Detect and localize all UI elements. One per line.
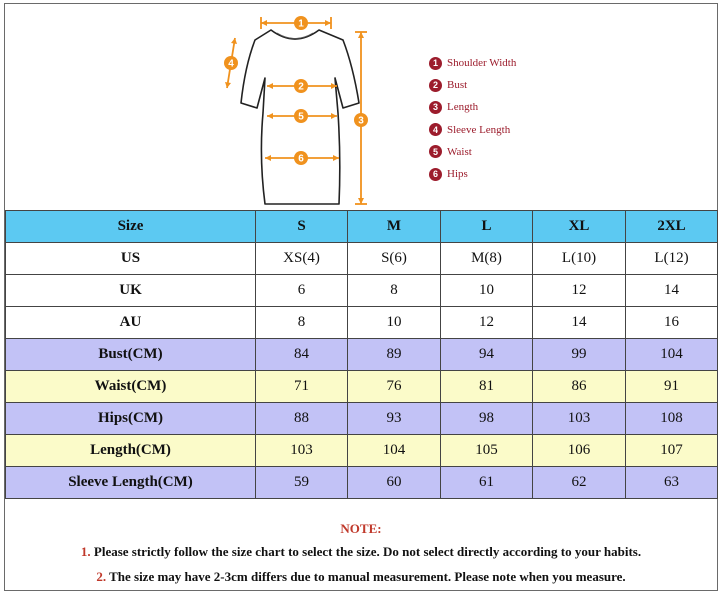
marker-5-icon bbox=[294, 109, 308, 123]
table-cell: 12 bbox=[533, 275, 626, 307]
marker-3-icon bbox=[354, 113, 368, 127]
table-cell: 8 bbox=[256, 307, 348, 339]
marker-1-icon bbox=[294, 16, 308, 30]
table-header-row bbox=[6, 211, 718, 243]
header-cell: M bbox=[348, 211, 441, 243]
marker-2-icon bbox=[294, 79, 308, 93]
table-cell: 103 bbox=[256, 435, 348, 467]
legend-number-icon: 3 bbox=[429, 101, 442, 114]
header-cell: Size bbox=[6, 211, 256, 243]
table-cell: 10 bbox=[348, 307, 441, 339]
table-cell: 89 bbox=[348, 339, 441, 371]
table-cell: 103 bbox=[533, 403, 626, 435]
row-label-cell: Waist(CM) bbox=[6, 371, 256, 403]
marker-4-label: 4 bbox=[228, 58, 234, 70]
table-cell: 81 bbox=[441, 371, 533, 403]
table-cell: 61 bbox=[441, 467, 533, 499]
table-cell: 91 bbox=[626, 371, 718, 403]
table-cell: L(12) bbox=[626, 243, 718, 275]
table-cell: 60 bbox=[348, 467, 441, 499]
dress-diagram bbox=[205, 8, 385, 210]
row-label-cell: Bust(CM) bbox=[6, 339, 256, 371]
marker-2-label: 2 bbox=[298, 81, 304, 93]
table-cell: 14 bbox=[533, 307, 626, 339]
legend-label: Length bbox=[447, 101, 479, 114]
table-row bbox=[6, 403, 718, 435]
table-cell: 107 bbox=[626, 435, 718, 467]
table-row bbox=[6, 275, 718, 307]
table-cell: 88 bbox=[256, 403, 348, 435]
legend-item bbox=[429, 119, 516, 141]
measurement-legend bbox=[429, 52, 516, 185]
table-row bbox=[6, 371, 718, 403]
legend-label: Waist bbox=[447, 145, 472, 158]
table-cell: 106 bbox=[533, 435, 626, 467]
marker-1-label: 1 bbox=[298, 18, 304, 30]
table-row bbox=[6, 243, 718, 275]
note-number: 2. bbox=[96, 569, 107, 584]
table-cell: 108 bbox=[626, 403, 718, 435]
table-cell: 104 bbox=[626, 339, 718, 371]
header-cell: S bbox=[256, 211, 348, 243]
note-number: 1. bbox=[80, 544, 91, 559]
row-label-cell: UK bbox=[6, 275, 256, 307]
measurement-illustration bbox=[5, 4, 717, 212]
table-cell: 14 bbox=[626, 275, 718, 307]
table-cell: 93 bbox=[348, 403, 441, 435]
note-line bbox=[5, 539, 717, 564]
header-cell: 2XL bbox=[626, 211, 718, 243]
legend-item bbox=[429, 163, 516, 185]
table-cell: S(6) bbox=[348, 243, 441, 275]
table-cell: 16 bbox=[626, 307, 718, 339]
table-cell: 6 bbox=[256, 275, 348, 307]
table-cell: 12 bbox=[441, 307, 533, 339]
row-label-cell: US bbox=[6, 243, 256, 275]
note-line bbox=[5, 564, 717, 589]
marker-6-label: 6 bbox=[298, 153, 304, 165]
table-cell: 62 bbox=[533, 467, 626, 499]
note-text: Please strictly follow the size chart to select the size. Do not select directly according to your habits. bbox=[90, 544, 642, 559]
table-row bbox=[6, 307, 718, 339]
table-cell: 94 bbox=[441, 339, 533, 371]
table-row bbox=[6, 339, 718, 371]
table-cell: 8 bbox=[348, 275, 441, 307]
note-title: NOTE: bbox=[340, 521, 382, 536]
marker-3-label: 3 bbox=[358, 115, 364, 127]
marker-5-label: 5 bbox=[298, 111, 304, 123]
table-row bbox=[6, 435, 718, 467]
legend-item bbox=[429, 74, 516, 96]
size-table bbox=[5, 210, 718, 499]
legend-number-icon: 1 bbox=[429, 57, 442, 70]
marker-4-icon bbox=[224, 56, 238, 70]
row-label-cell: Hips(CM) bbox=[6, 403, 256, 435]
table-cell: 63 bbox=[626, 467, 718, 499]
legend-label: Bust bbox=[447, 79, 468, 92]
note-text: The size may have 2-3cm differs due to manual measurement. Please note when you measure. bbox=[106, 569, 626, 584]
table-cell: 98 bbox=[441, 403, 533, 435]
table-cell: M(8) bbox=[441, 243, 533, 275]
table-cell: XS(4) bbox=[256, 243, 348, 275]
row-label-cell: AU bbox=[6, 307, 256, 339]
row-label-cell: Sleeve Length(CM) bbox=[6, 467, 256, 499]
legend-number-icon: 4 bbox=[429, 123, 442, 136]
legend-label: Sleeve Length bbox=[447, 123, 511, 136]
legend-item bbox=[429, 96, 516, 118]
legend-number-icon: 6 bbox=[429, 168, 442, 181]
notes-section bbox=[5, 519, 717, 589]
legend-item bbox=[429, 141, 516, 163]
legend-label: Hips bbox=[447, 168, 468, 181]
table-cell: 10 bbox=[441, 275, 533, 307]
table-cell: 105 bbox=[441, 435, 533, 467]
header-cell: L bbox=[441, 211, 533, 243]
table-cell: 84 bbox=[256, 339, 348, 371]
table-cell: 59 bbox=[256, 467, 348, 499]
legend-number-icon: 5 bbox=[429, 145, 442, 158]
table-cell: 99 bbox=[533, 339, 626, 371]
header-cell: XL bbox=[533, 211, 626, 243]
table-cell: 104 bbox=[348, 435, 441, 467]
table-row bbox=[6, 467, 718, 499]
table-cell: L(10) bbox=[533, 243, 626, 275]
table-cell: 76 bbox=[348, 371, 441, 403]
legend-label: Shoulder Width bbox=[447, 57, 517, 70]
table-cell: 86 bbox=[533, 371, 626, 403]
row-label-cell: Length(CM) bbox=[6, 435, 256, 467]
table-cell: 71 bbox=[256, 371, 348, 403]
legend-number-icon: 2 bbox=[429, 79, 442, 92]
marker-6-icon bbox=[294, 151, 308, 165]
size-chart-frame bbox=[4, 3, 718, 591]
legend-item bbox=[429, 52, 516, 74]
